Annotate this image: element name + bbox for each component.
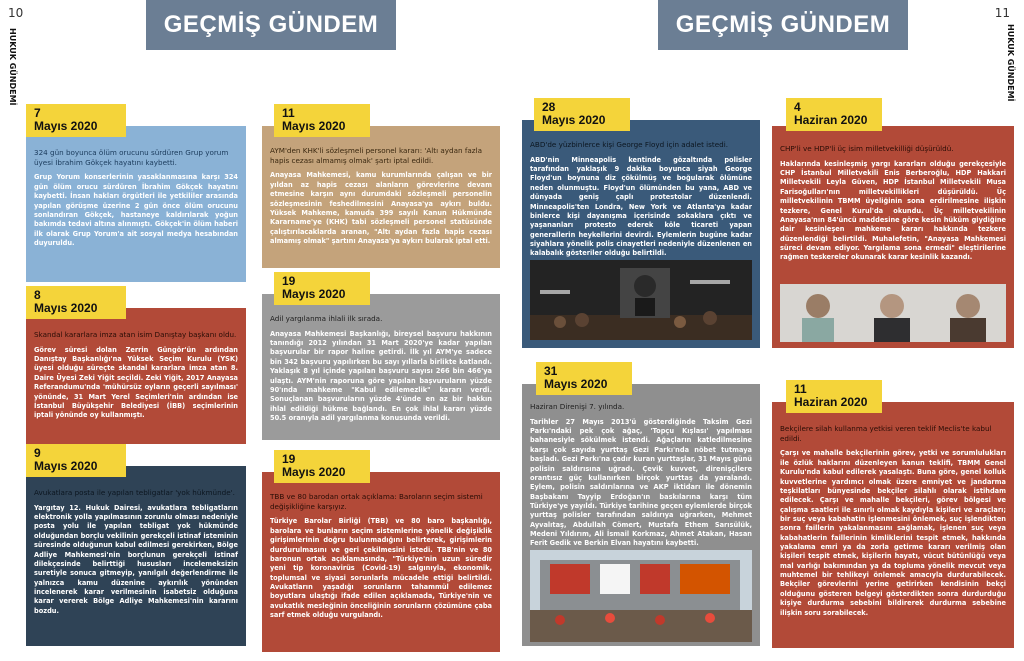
date-tag	[274, 272, 370, 305]
card-headline: Bekçilere silah kullanma yetkisi veren teklif Meclis'te kabul edildi.	[780, 424, 992, 443]
news-card-11-june	[772, 382, 1014, 648]
date-tag	[786, 380, 882, 413]
date-day: 19	[282, 452, 296, 466]
date-day: 11	[282, 106, 295, 120]
date-tag	[274, 450, 370, 483]
news-card-31-may	[522, 364, 760, 646]
card-headline: 324 gün boyunca ölüm orucunu sürdüren Grup yorum üyesi İbrahim Gökçek hayatını kaybetti.	[34, 148, 229, 167]
right-page	[512, 0, 1024, 661]
protest-illustration	[530, 260, 752, 340]
news-card-28-may	[522, 100, 760, 348]
news-card-9-may	[26, 446, 246, 646]
protest-photo	[530, 260, 752, 340]
date-tag	[536, 362, 632, 395]
date-month: Mayıs 2020	[282, 465, 346, 480]
date-day: 4	[794, 100, 801, 114]
date-month: Mayıs 2020	[34, 301, 98, 316]
news-card-19-may-a	[262, 274, 500, 440]
gezi-illustration	[530, 550, 752, 642]
card-text: Türkiye Barolar Birliği (TBB) ve 80 baro başkanlığı, barolara ve bunların seçim sistemlerine yönelik değişiklik girişimlerinin doğru bulunmadığını belirterek, girişimlerin durdurulmasını ve geri çekilmesini istedi. TBB'nin ve 80 baronun ortak açıklamasında, "Türkiye'nin uzun süredir yeni tip koronavirüs (Covid-19) salgınıyla, ekonomik, toplumsal ve siyasi sorunlarla mücadele ettiği belirtildi. Avukatların yaşadığı sorunların tahammül edilemez boyutlara ulaştığı ifade edilen açıklamada, Türkiye'nin ve avukatlık mesleğinin önceliğinin sorunların çözümüne çaba sarf etmek olduğu vurgulandı.	[270, 517, 492, 620]
date-tag	[534, 98, 630, 131]
magazine-vertical-label: HUKUK GÜNDEMİ	[1006, 24, 1015, 102]
card-text: Grup Yorum konserlerinin yasaklanmasına karşı 324 gün ölüm orucu sürdüren İbrahim Gökçek hayatını kaybetti. İnsan hakları örgütleri ile yetkililer arasında yapılan görüşme üzerine 2 gün önce ölüm orucunu sonlandıran Gökçek, hastaneye kaldırılarak yoğun bakımda tedavi altına alınmıştı. Gökçek'in ölüm haberi ilk olarak Grup Yorum'a ait sosyal medya hesabından duyuruldu.	[34, 173, 238, 247]
gezi-photo	[530, 550, 752, 642]
date-day: 28	[542, 100, 556, 114]
card-text: Çarşı ve mahalle bekçilerinin görev, yetki ve sorumlulukları ile özlük haklarını düzenleyen kanun teklifi, TBMM Genel Kurulu'nda kabul edilerek yasalaştı. Buna göre, genel kolluk kuvvetlerine yardımcı olmak üzere emniyet ve jandarma teşkilatları bünyesinde bekçiler silahlı olarak istihdam edilecek. Çarşı ve mahalle bekçileri, görev bölgesi ve çalışma saatleri ile sınırlı olmak kaydıyla kişileri ve araçları; bir suç veya kabahatin işlenmesini önlemek, suç işlendikten sonra faillerin yakalanmasını sağlamak, işlenen suç veya kabahatlerin faillerinin kimliklerini tespit etmek, hakkında yakalama emri ya da zorla getirme kararı verilmiş olan kişileri tespit etmek, kişilerin hayatı, vücut bütünlüğü veya mal varlığı bakımından ya da topluma yönelik mevcut veya muhtemel bir tehlikeyi önlemek amacıyla durdurabilecek. Bekçiler görevlerini yerine getirirken kendisinin bekçi olduğunu gösteren belgeyi gösterdikten sonra durdurduğu kişiye durdurma sebebini bildirerek durdurma sebebine ilişkin soru sorabilecek.	[780, 449, 1006, 617]
date-day: 8	[34, 288, 41, 302]
date-month: Mayıs 2020	[34, 459, 98, 474]
news-card-11-may	[262, 106, 500, 268]
date-tag	[26, 104, 126, 137]
date-tag	[786, 98, 882, 131]
news-card-7-may	[26, 106, 246, 282]
date-month: Mayıs 2020	[544, 377, 608, 392]
date-month: Haziran 2020	[794, 395, 868, 410]
date-day: 31	[544, 364, 558, 378]
card-text: Anayasa Mahkemesi Başkanlığı, bireysel başvuru hakkının tanındığı 2012 yılından 31 Mart 2020'ye kadar yapılan başvurular bir rapor haline getirdi. İlk yıl AYM'ye sadece bin 342 başvuru yapılırken bu sayı yıllarla birlikte katlandı. Yaklaşık 8 yıl içinde yapılan başvuru sayısı 266 bin 466'ya ulaştı. AYM'nin raporuna göre yapılan başvuruların yüzde 90'ında mahkeme "Kabul edilemezlik" kararı verdi. Sonuçlanan başvuruların yüzde 4'ünde en az bir hakkın ihlal edildiği hükme bağlandı. En çok ihlal kararı yüzde 50.5 oranıyla adil yargılanma konusunda verildi.	[270, 329, 492, 422]
card-text: Tarihler 27 Mayıs 2013'ü gösterdiğinde Taksim Gezi Parkı'ndaki pek çok ağaç, 'Topçu Kışlası' yapılması bahanesiyle sökülmek istendi. Ağaçların katledilmesine karşı çok sayıda yurttaş Gezi Parkı'nda nöbet tutmaya başladı. Gezi Parkı'na çadır kuran yurttaşlar, 31 Mayıs günü polisin saldırısına uğradı. Çevik kuvvet, direnişçilere orantısız güç kullanırken birçok yurttaş da yaralandı. Eylem, polisin saldırılarına ve AKP iktidarı ile dönemin Başbakanı Tayyip Erdoğan'ın baskılarına karşı tüm Türkiye'ye yayıldı. Türkiye tarihine geçen eylemlerde birçok yurttaş polisler tarafından saldırıya uğrarken, Mehmet Ayvalıtaş, Abdullah Cömert, Mustafa Ethem Sarısülük, Medeni Yıldırım, Ali İsmail Korkmaz, Ahmet Atakan, Hasan Ferit Gedik ve Berkin Elvan hayatını kaybetti.	[530, 417, 752, 548]
card-text: ABD'nin Minneapolis kentinde gözaltında polisler tarafından yaklaşık 9 dakika boyunca siyah George Floyd'un boynuna diz çökülmüş ve boğularak ölümüne neden olunmuştu. Floyd'un ölümünden bu yana, ABD ve dünyada geniş çaplı protestolar düzenlendi. Minneapolis'ten Londra, New York ve Atlanta'ya kadar binlerce kişi dayanışma içerisinde sokaklara çıktı ve yaşananları protesto ederek köle ticareti yapan generallerin heykellerini devirdi. Eylemlerin bugüne kadar siyahlara yönelik polis cinayetleri nedeniyle düzenlenen en kalabalık gösteriler olduğu belirtildi.	[530, 155, 752, 258]
card-headline: Avukatlara posta ile yapılan tebligatlar 'yok hükmünde'.	[34, 488, 235, 497]
card-text: Haklarında kesinleşmiş yargı kararları olduğu gerekçesiyle CHP İstanbul Milletvekili Enis Berberoğlu, HDP Hakkari Milletvekili Leyla Güven, HDP İstanbul Milletvekili Musa Farisoğulları'nın milletvekillikleri düşürüldü. Üç milletvekilinin TBMM üyeliğinin sona erdirilmesine ilişkin tezkere, Genel Kurul'da okundu. Üç milletvekilinin Anayasa'nın 84'üncü maddesine göre kesin hüküm giydiğine dair kesinleşen mahkeme kararı hakkında tezkere düzenlendiği belirtildi. Muhalefetin, "Anayasa Mahkemesi süreci devam ediyor. Yargılama sona ermedi" eleştirilerine rağmen teskereler okunarak karar kesinlik kazandı.	[780, 159, 1006, 262]
card-text: Görev süresi dolan Zerrin Güngör'ün ardından Danıştay Başkanlığı'na Yüksek Seçim Kurulu (YSK) üyesi olduğu süreçte skandal kararlara imza atan 8. Daire Üyesi Zeki Yiğit seçildi. Zeki Yiğit, 2017 Anayasa Referandumu'nda 'mühürsüz oyların geçerli sayılması' yönünde, 31 Mart Yerel Seçimleri'nin ardından ise İstanbul Büyükşehir Belediyesi (İBB) seçimlerinin iptali yönünde oy kullanmıştı.	[34, 345, 238, 420]
date-month: Mayıs 2020	[542, 113, 606, 128]
card-headline: AYM'den KHK'li sözleşmeli personel kararı: 'Altı aydan fazla hapis cezası almamış olmak' şartı iptal edildi.	[270, 146, 482, 165]
date-month: Haziran 2020	[794, 113, 868, 128]
card-headline: Haziran Direnişi 7. yılında.	[530, 402, 625, 411]
card-headline: ABD'de yüzbinlerce kişi George Floyd için adalet istedi.	[530, 140, 729, 149]
date-day: 11	[794, 382, 807, 396]
mps-photo	[780, 284, 1006, 342]
card-text: Yargıtay 12. Hukuk Dairesi, avukatlara tebligatların elektronik yolla yapılmasının zorunlu olması nedeniyle posta yolu ile yapılan tebligat yok hükmünde olduğundan borçlu vekilinin gerekçeli istinaf isteminin süresinde olduğunun kabul edilmesi gerekirken, Bölge Adliye Mahkemesi'nin borçlunun gerekçeli istinaf dilekçesinde belirttiği hususları incelemeksizin suretiyle sonuca gitmeyip, yanılgılı değerlendirme ile yalnızca kamu düzenine aykırılık yönünden incelenerek karar verilmesinin isabetsiz olduğuna karar vererek Bölge Adliye Mahkemesi'nin kararını bozdu.	[34, 503, 238, 615]
page-number: 10	[8, 6, 24, 20]
card-text: Anayasa Mahkemesi, kamu kurumlarında çalışan ve bir yıldan az hapis cezası alanların görevlerine devam etmesine karşın aynı durumdaki sözleşmeli personelin sözleşmesinin feshedilmesini Anayasa'ya aykırı buldu. Yüksek Mahkeme, kamuda 399 sayılı Kanun Hükmünde Kararname'ye (KHK) tabi sözleşmeli personel statüsünde çalıştırılacaklarda aranan, "Altı aydan fazla hapis cezası almamış olmak" şartını Anayasa'ya aykırı bularak iptal etti.	[270, 171, 492, 245]
card-headline: Skandal kararlara imza atan isim Danıştay başkanı oldu.	[34, 330, 237, 339]
news-card-4-june	[772, 100, 1014, 348]
news-card-19-may-b	[262, 452, 500, 652]
date-month: Mayıs 2020	[282, 119, 346, 134]
date-month: Mayıs 2020	[282, 287, 346, 302]
section-banner: GEÇMİŞ GÜNDEM	[658, 0, 908, 50]
card-headline: TBB ve 80 barodan ortak açıklama: Baroların seçim sistemi değişikliğine karşıyız.	[270, 492, 483, 511]
date-day: 7	[34, 106, 41, 120]
page-number: 11	[994, 6, 1010, 20]
date-month: Mayıs 2020	[34, 119, 98, 134]
news-card-8-may	[26, 288, 246, 444]
date-tag	[26, 286, 126, 319]
date-tag	[274, 104, 370, 137]
card-headline: CHP'li ve HDP'li üç isim milletvekilliği düşürüldü.	[780, 144, 954, 153]
card-headline: Adil yargılanma ihlali ilk sırada.	[270, 314, 383, 323]
date-tag	[26, 444, 126, 477]
date-day: 19	[282, 274, 296, 288]
date-day: 9	[34, 446, 41, 460]
section-banner: GEÇMİŞ GÜNDEM	[146, 0, 396, 50]
magazine-vertical-label: HUKUK GÜNDEMİ	[8, 28, 17, 106]
mps-illustration	[780, 284, 1006, 342]
